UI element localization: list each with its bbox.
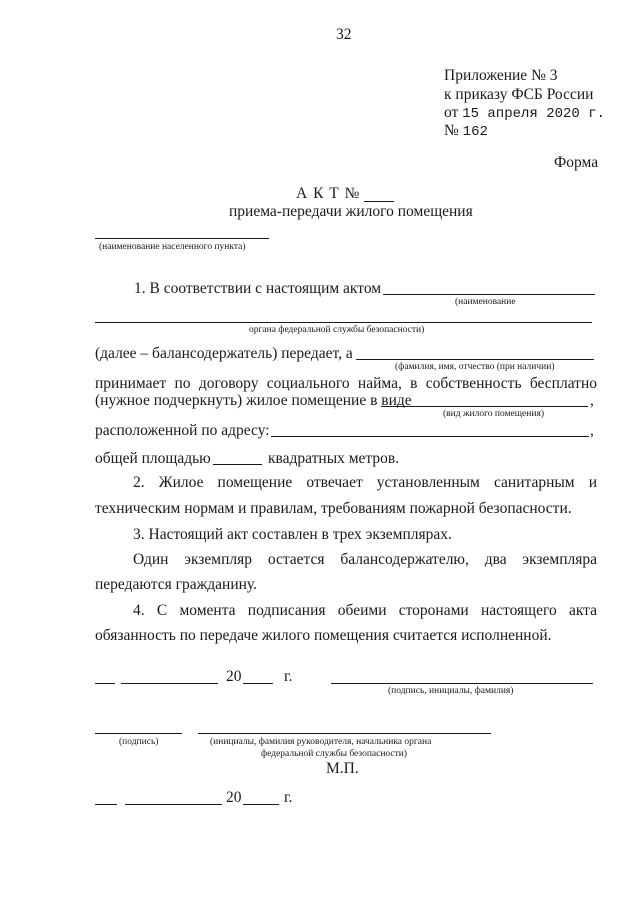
fio-line — [356, 359, 594, 360]
caption-name: (наименование — [455, 297, 516, 307]
act-subtitle: приема-передачи жилого помещения — [229, 203, 473, 220]
year-suffix-1: г. — [284, 668, 293, 685]
date-year-2: 20 — [226, 789, 242, 806]
appendix-line-4 — [444, 122, 488, 140]
locality-line — [95, 238, 269, 239]
act-title: А К Т № — [296, 185, 361, 202]
appendix-line-2: к приказу ФСБ России — [444, 86, 594, 103]
date-day-line-2 — [95, 804, 117, 805]
form-label: Форма — [554, 154, 599, 171]
area-prefix: общей площадью — [95, 450, 211, 467]
date-day-line-1 — [95, 683, 115, 684]
caption-kind: (вид жилого помещения) — [443, 409, 544, 419]
act-number-line — [364, 201, 394, 202]
appendix-line-1: Приложение № 3 — [444, 67, 558, 84]
head-name-line — [198, 733, 491, 734]
year-suffix-2: г. — [284, 789, 293, 806]
appendix-number: 162 — [462, 124, 488, 140]
address-text: расположенной по адресу: — [95, 422, 270, 439]
kind-line — [381, 406, 588, 407]
caption-sign-fio: (подпись, инициалы, фамилия) — [388, 686, 514, 696]
p3b-line-2: передаются гражданину. — [95, 576, 258, 593]
appendix-date: 15 апреля 2020 г. — [462, 106, 606, 122]
p2-line-2: техническим нормам и правилам, требованиям пожарной безопасности. — [95, 500, 572, 517]
organ-name-line-1 — [383, 294, 595, 295]
area-line — [213, 464, 262, 465]
caption-head-1: (инициалы, фамилия руководителя, начальника органа — [210, 737, 432, 747]
caption-head-2: федеральной службы безопасности) — [261, 749, 408, 759]
organ-name-line-2 — [95, 322, 592, 323]
date-year-1: 20 — [226, 668, 242, 685]
address-comma: , — [590, 422, 594, 439]
p4-line-2: обязанность по передаче жилого помещения считается исполненной. — [95, 627, 552, 644]
kind-comma: , — [590, 392, 594, 409]
caption-organ: органа федеральной службы безопасности) — [249, 325, 425, 335]
p2-line-1: 2. Жилое помещение отвечает установленным санитарным и — [133, 474, 597, 491]
p3b-line-1: Один экземпляр остается балансодержателю, два экземпляра — [133, 551, 597, 568]
stamp-label: М.П. — [326, 760, 359, 777]
signature-line-1 — [331, 683, 593, 684]
date-month-line-2 — [125, 804, 222, 805]
p1-start: 1. В соответствии с настоящим актом — [134, 280, 382, 297]
signature-line-2 — [95, 733, 182, 734]
date-month-line-1 — [121, 683, 218, 684]
holder-text: (далее – балансодержатель) передает, а — [95, 345, 353, 362]
caption-sign: (подпись) — [119, 737, 159, 747]
p3-text: 3. Настоящий акт составлен в трех экземплярах. — [133, 526, 452, 543]
appendix-number-prefix: № — [444, 122, 459, 139]
underline-text: (нужное подчеркнуть) жилое помещение в виде — [95, 392, 412, 409]
locality-caption: (наименование населенного пункта) — [99, 242, 246, 252]
appendix-line-3 — [444, 104, 605, 122]
date-year-line-1 — [243, 683, 273, 684]
page-number: 32 — [336, 26, 352, 43]
address-line — [271, 436, 589, 437]
accepts-text: принимает по договору социального найма, в собственность бесплатно — [95, 375, 597, 392]
date-year-line-2 — [243, 804, 279, 805]
area-suffix: квадратных метров. — [268, 450, 400, 467]
p4-line-1: 4. С момента подписания обеими сторонами настоящего акта — [133, 602, 597, 619]
caption-fio: (фамилия, имя, отчество (при наличии) — [395, 362, 555, 372]
appendix-date-prefix: от — [444, 104, 459, 121]
